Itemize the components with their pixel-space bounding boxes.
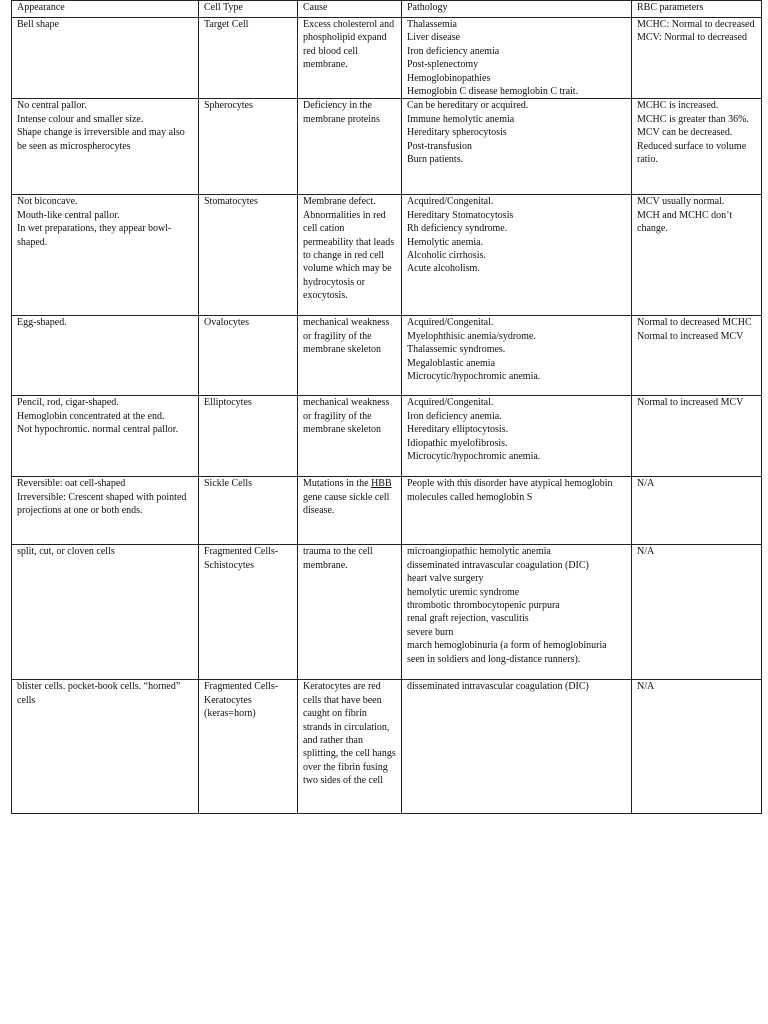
- appearance-text: Shape change is irreversible and may also be seen as microspherocytes: [17, 127, 185, 152]
- appearance-text: Pencil, rod, cigar-shaped.: [17, 397, 119, 409]
- cell-cell-type: [199, 316, 298, 396]
- header-appearance: Appearance: [12, 1, 199, 18]
- pathology-line: Can be hereditary or acquired.: [407, 100, 529, 112]
- cause-text: Membrane defect.: [303, 196, 376, 208]
- cell-type-text: Target Cell: [204, 19, 249, 30]
- pathology-line: Acquired/Congenital.: [407, 397, 494, 409]
- cell-appearance: [12, 680, 199, 814]
- cell-cause: [298, 316, 402, 396]
- table-row: [12, 680, 762, 814]
- cell-type-text: Elliptocytes: [204, 397, 252, 409]
- pathology-line: Rh deficiency syndrome.: [407, 223, 508, 235]
- cell-cell-type: [199, 195, 298, 316]
- cause-text: mechanical weakness or fragility of the membrane skeleton: [303, 397, 390, 436]
- rbc-line: Normal to increased MCV: [637, 330, 744, 342]
- header-cause: Cause: [298, 1, 402, 18]
- rbc-line: Normal to increased MCV: [637, 397, 744, 409]
- pathology-line: disseminated intravascular coagulation (DIC): [407, 559, 589, 571]
- pathology-line: Iron deficiency anemia: [407, 45, 500, 57]
- pathology-line: Thalassemia: [407, 19, 457, 30]
- cell-appearance: [12, 396, 199, 477]
- appearance-text: Hemoglobin concentrated at the end.: [17, 410, 165, 422]
- pathology-line: Acute alcoholism.: [407, 263, 480, 275]
- rbc-line: Normal to decreased MCHC: [637, 317, 752, 329]
- rbc-line: N/A: [637, 681, 655, 693]
- cell-cell-type: [199, 18, 298, 99]
- pathology-line: Microcytic/hypochromic anemia.: [407, 451, 541, 463]
- pathology-line: Immune hemolytic anemia: [407, 113, 515, 125]
- cause-text: Abnormalities in red cell cation permeability that leads to change in red cell volume which may be hydrocytosis or exocytosis.: [303, 209, 395, 302]
- cell-pathology: [402, 477, 632, 545]
- appearance-text: blister cells. pocket-book cells. “horned” cells: [17, 681, 181, 706]
- cell-pathology: [402, 99, 632, 195]
- cell-cell-type: [199, 396, 298, 477]
- rbc-line: MCV can be decreased.: [637, 127, 733, 139]
- appearance-text: Intense colour and smaller size.: [17, 113, 144, 125]
- table-header-row: [12, 1, 762, 18]
- cell-cause: [298, 18, 402, 99]
- pathology-line: Burn patients.: [407, 154, 464, 166]
- pathology-line: Thalassemic syndromes.: [407, 344, 506, 356]
- cell-type-text: Ovalocytes: [204, 317, 249, 329]
- pathology-line: Megaloblastic anemia: [407, 357, 496, 369]
- pathology-line: Hereditary spherocytosis: [407, 127, 507, 139]
- pathology-line: People with this disorder have atypical hemoglobin molecules called hemoglobin S: [407, 478, 613, 503]
- cell-cell-type: [199, 477, 298, 545]
- rbc-line: MCHC: Normal to decreased: [637, 19, 755, 30]
- cause-text: gene cause sickle cell disease.: [303, 491, 390, 517]
- cell-pathology: [402, 396, 632, 477]
- cell-cause: [298, 396, 402, 477]
- cell-cell-type: [199, 680, 298, 814]
- cell-type-text: Stomatocytes: [204, 196, 258, 208]
- cell-cell-type: [199, 545, 298, 680]
- appearance-text: split, cut, or cloven cells: [17, 546, 115, 558]
- pathology-line: heart valve surgery: [407, 573, 484, 585]
- rbc-line: MCH and MCHC don’t change.: [637, 209, 733, 235]
- rbc-morphology-table: [11, 0, 762, 814]
- table-row: [12, 18, 762, 99]
- cell-cause: [298, 680, 402, 814]
- cell-cause: [298, 99, 402, 195]
- cell-pathology: [402, 18, 632, 99]
- cell-type-text: Sickle Cells: [204, 478, 253, 490]
- cell-cause: [298, 195, 402, 316]
- cell-pathology: [402, 195, 632, 316]
- appearance-text: Reversible: oat cell-shaped: [17, 478, 126, 490]
- appearance-text: Egg-shaped.: [17, 317, 67, 329]
- pathology-line: Iron deficiency anemia.: [407, 410, 502, 422]
- cause-text: Deficiency in the membrane proteins: [303, 100, 380, 125]
- cell-pathology: [402, 680, 632, 814]
- appearance-text: Not hypochromic. normal central pallor.: [17, 424, 179, 436]
- pathology-line: disseminated intravascular coagulation (DIC): [407, 681, 589, 693]
- cell-appearance: [12, 18, 199, 99]
- rbc-line: MCHC is increased.: [637, 100, 719, 112]
- cell-rbc-parameters: [632, 477, 762, 545]
- cell-rbc-parameters: [632, 195, 762, 316]
- cell-type-text: Fragmented Cells-Schistocytes: [204, 546, 279, 571]
- pathology-line: severe burn: [407, 626, 454, 638]
- rbc-line: N/A: [637, 546, 655, 558]
- pathology-line: Acquired/Congenital.: [407, 196, 494, 208]
- pathology-line: march hemoglobinuria (a form of hemoglobinuria seen in soldiers and long-distance runners).: [407, 640, 607, 665]
- cell-rbc-parameters: [632, 316, 762, 396]
- appearance-text: Not biconcave.: [17, 196, 78, 208]
- header-cell-type: Cell Type: [199, 1, 298, 18]
- appearance-text: Irreversible: Crescent shaped with pointed projections at one or both ends.: [17, 491, 187, 517]
- table-row: [12, 195, 762, 316]
- pathology-line: renal graft rejection, vasculitis: [407, 613, 529, 625]
- pathology-line: Hemolytic anemia.: [407, 236, 484, 248]
- table-row: [12, 99, 762, 195]
- table-row: [12, 477, 762, 545]
- appearance-text: Bell shape: [17, 19, 59, 30]
- pathology-line: Post-transfusion: [407, 140, 472, 152]
- table-row: [12, 545, 762, 680]
- pathology-line: Liver disease: [407, 32, 461, 44]
- appearance-text: No central pallor.: [17, 100, 87, 112]
- rbc-line: MCV: Normal to decreased: [637, 32, 748, 44]
- cell-appearance: [12, 545, 199, 680]
- hbb-gene-link[interactable]: HBB: [371, 478, 392, 490]
- cause-text: trauma to the cell membrane.: [303, 546, 373, 571]
- rbc-line: MCV usually normal.: [637, 196, 725, 208]
- cell-type-text: (keras=horn): [204, 708, 256, 720]
- pathology-line: Microcytic/hypochromic anemia.: [407, 371, 541, 383]
- pathology-line: microangiopathic hemolytic anemia: [407, 546, 551, 558]
- table-row: [12, 316, 762, 396]
- pathology-line: thrombotic thrombocytopenic purpura: [407, 600, 560, 612]
- pathology-line: Acquired/Congenital.: [407, 317, 494, 329]
- pathology-line: Myelophthisic anemia/sydrome.: [407, 330, 536, 342]
- pathology-line: hemolytic uremic syndrome: [407, 586, 520, 598]
- cell-appearance: [12, 477, 199, 545]
- cell-rbc-parameters: [632, 99, 762, 195]
- cell-appearance: [12, 99, 199, 195]
- appearance-text: In wet preparations, they appear bowl-shaped.: [17, 223, 172, 248]
- pathology-line: Hemoglobinopathies: [407, 72, 491, 84]
- rbc-line: Reduced surface to volume ratio.: [637, 140, 747, 166]
- cell-pathology: [402, 316, 632, 396]
- header-pathology: Pathology: [402, 1, 632, 18]
- pathology-line: Post-splenectomy: [407, 59, 479, 71]
- cell-type-text: Fragmented Cells-Keratocytes: [204, 681, 279, 706]
- cell-rbc-parameters: [632, 18, 762, 99]
- cell-type-text: Spherocytes: [204, 100, 253, 112]
- rbc-line: N/A: [637, 478, 655, 490]
- pathology-line: Hemoglobin C disease hemoglobin C trait.: [407, 86, 579, 98]
- appearance-text: Mouth-like central pallor.: [17, 209, 120, 221]
- table-row: [12, 396, 762, 477]
- cause-text: Mutations in the: [303, 478, 372, 490]
- cell-rbc-parameters: [632, 396, 762, 477]
- header-rbc-parameters: RBC parameters: [632, 1, 762, 18]
- cell-appearance: [12, 316, 199, 396]
- cell-pathology: [402, 545, 632, 680]
- pathology-line: Idiopathic myelofibrosis.: [407, 437, 508, 449]
- cell-cause: [298, 477, 402, 545]
- cell-rbc-parameters: [632, 680, 762, 814]
- cell-rbc-parameters: [632, 545, 762, 680]
- rbc-line: MCHC is greater than 36%.: [637, 113, 749, 125]
- cell-cause: [298, 545, 402, 680]
- cell-cell-type: [199, 99, 298, 195]
- cell-appearance: [12, 195, 199, 316]
- cause-text: Keratocytes are red cells that have been caught on fibrin strands in circulation, and rather than splitting, the cell hangs over the fibrin fusing two sides of the cell: [303, 681, 396, 787]
- cause-text: mechanical weakness or fragility of the membrane skeleton: [303, 317, 390, 356]
- pathology-line: Alcoholic cirrhosis.: [407, 250, 486, 262]
- pathology-line: Hereditary Stomatocytosis: [407, 209, 514, 221]
- cause-text: Excess cholesterol and phospholipid expand red blood cell membrane.: [303, 19, 395, 71]
- pathology-line: Hereditary elliptocytosis.: [407, 424, 509, 436]
